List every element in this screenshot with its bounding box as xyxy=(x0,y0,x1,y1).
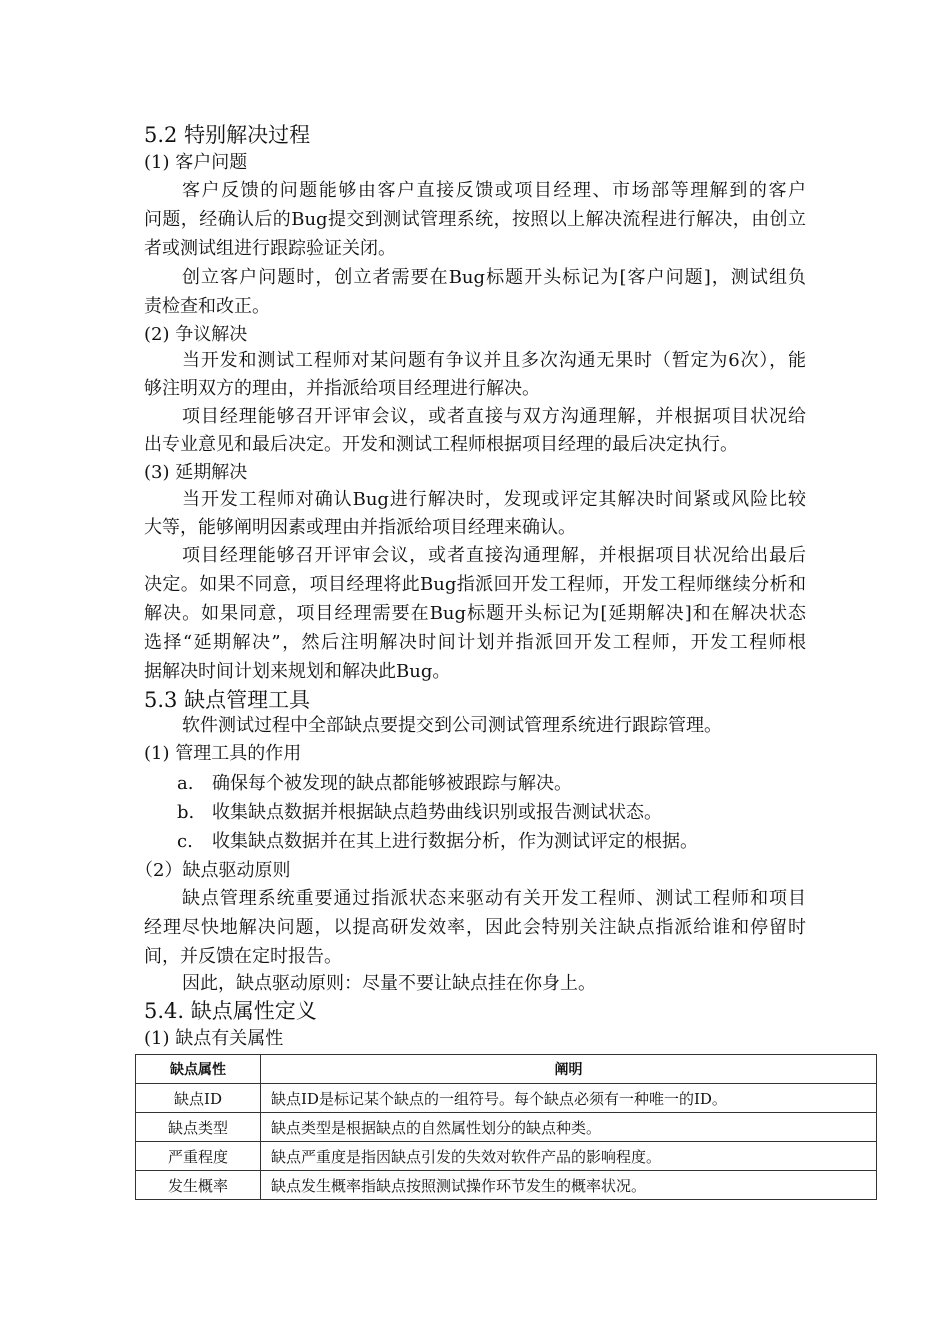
section-intro: 软件测试过程中全部缺点要提交到公司测试管理系统进行跟踪管理。 xyxy=(182,715,722,736)
paragraph-line: 责检查和改正。 xyxy=(144,296,270,317)
table-row xyxy=(136,1084,877,1113)
subsection-label-attributes: (1) 缺点有关属性 xyxy=(144,1028,284,1049)
paragraph-line: 够注明双方的理由，并指派给项目经理进行解决。 xyxy=(144,378,540,399)
principle-conclusion: 因此，缺点驱动原则：尽量不要让缺点挂在你身上。 xyxy=(182,973,596,994)
paragraph-line: 大等，能够阐明因素或理由并指派给项目经理来确认。 xyxy=(144,517,576,538)
paragraph-line: 当开发和测试工程师对某问题有争议并且多次沟通无果时（暂定为6次），能 xyxy=(182,350,806,371)
attribute-cell: 缺点类型 xyxy=(136,1113,261,1142)
paragraph-line: 者或测试组进行跟踪验证关闭。 xyxy=(144,238,396,259)
list-item-text: 确保每个被发现的缺点都能够被跟踪与解决。 xyxy=(212,773,572,794)
item-label-customer-issue: (1) 客户问题 xyxy=(144,152,248,173)
paragraph-line: 间，并反馈在定时报告。 xyxy=(144,946,342,967)
paragraph-line: 问题，经确认后的Bug提交到测试管理系统，按照以上解决流程进行解决，由创立 xyxy=(144,209,806,230)
list-item-marker: a. xyxy=(177,773,194,794)
defect-attributes-table xyxy=(135,1054,877,1200)
section-heading-5-3: 5.3 缺点管理工具 xyxy=(144,688,311,712)
item-label-dispute: (2) 争议解决 xyxy=(144,324,248,345)
column-header-description: 阐明 xyxy=(261,1055,877,1084)
attribute-cell: 缺点ID xyxy=(136,1084,261,1113)
paragraph-line: 据解决时间计划来规划和解决此Bug。 xyxy=(144,661,451,682)
paragraph-line: 项目经理能够召开评审会议，或者直接与双方沟通理解，并根据项目状况给 xyxy=(182,406,806,427)
subsection-label-drive-principle: （2）缺点驱动原则 xyxy=(135,860,291,881)
description-cell: 缺点严重度是指因缺点引发的失效对软件产品的影响程度。 xyxy=(261,1142,877,1171)
paragraph-line: 项目经理能够召开评审会议，或者直接沟通理解，并根据项目状况给出最后 xyxy=(182,545,806,566)
paragraph-line: 当开发工程师对确认Bug进行解决时，发现或评定其解决时间紧或风险比较 xyxy=(182,489,806,510)
paragraph-line: 创立客户问题时，创立者需要在Bug标题开头标记为[客户问题]，测试组负 xyxy=(182,267,806,288)
attribute-cell: 严重程度 xyxy=(136,1142,261,1171)
paragraph-line: 选择“延期解决”，然后注明解决时间计划并指派回开发工程师，开发工程师根 xyxy=(144,632,806,653)
column-header-attribute: 缺点属性 xyxy=(136,1055,261,1084)
paragraph-line: 经理尽快地解决问题，以提高研发效率，因此会特别关注缺点指派给谁和停留时 xyxy=(144,917,806,938)
paragraph-line: 解决。如果同意，项目经理需要在Bug标题开头标记为[延期解决]和在解决状态 xyxy=(144,603,806,624)
paragraph-line: 决定。如果不同意，项目经理将此Bug指派回开发工程师，开发工程师继续分析和 xyxy=(144,574,806,595)
description-cell: 缺点ID是标记某个缺点的一组符号。每个缺点必须有一种唯一的ID。 xyxy=(261,1084,877,1113)
paragraph-line: 缺点管理系统重要通过指派状态来驱动有关开发工程师、测试工程师和项目 xyxy=(182,888,806,909)
list-item-text: 收集缺点数据并根据缺点趋势曲线识别或报告测试状态。 xyxy=(212,802,662,823)
list-item-marker: b. xyxy=(177,802,195,823)
table-row xyxy=(136,1142,877,1171)
section-heading-5-4: 5.4. 缺点属性定义 xyxy=(144,999,317,1023)
table-header-row xyxy=(136,1055,877,1084)
subsection-label-tool-purpose: (1) 管理工具的作用 xyxy=(144,743,302,764)
description-cell: 缺点类型是根据缺点的自然属性划分的缺点种类。 xyxy=(261,1113,877,1142)
attribute-cell: 发生概率 xyxy=(136,1171,261,1200)
description-cell: 缺点发生概率指缺点按照测试操作环节发生的概率状况。 xyxy=(261,1171,877,1200)
list-item-text: 收集缺点数据并在其上进行数据分析，作为测试评定的根据。 xyxy=(212,831,698,852)
table-row xyxy=(136,1171,877,1200)
item-label-deferred: (3) 延期解决 xyxy=(144,462,248,483)
section-heading-5-2: 5.2 特别解决过程 xyxy=(144,123,311,147)
paragraph-line: 客户反馈的问题能够由客户直接反馈或项目经理、市场部等理解到的客户 xyxy=(182,180,806,201)
paragraph-line: 出专业意见和最后决定。开发和测试工程师根据项目经理的最后决定执行。 xyxy=(144,434,738,455)
list-item-marker: c. xyxy=(177,831,193,852)
table-row xyxy=(136,1113,877,1142)
